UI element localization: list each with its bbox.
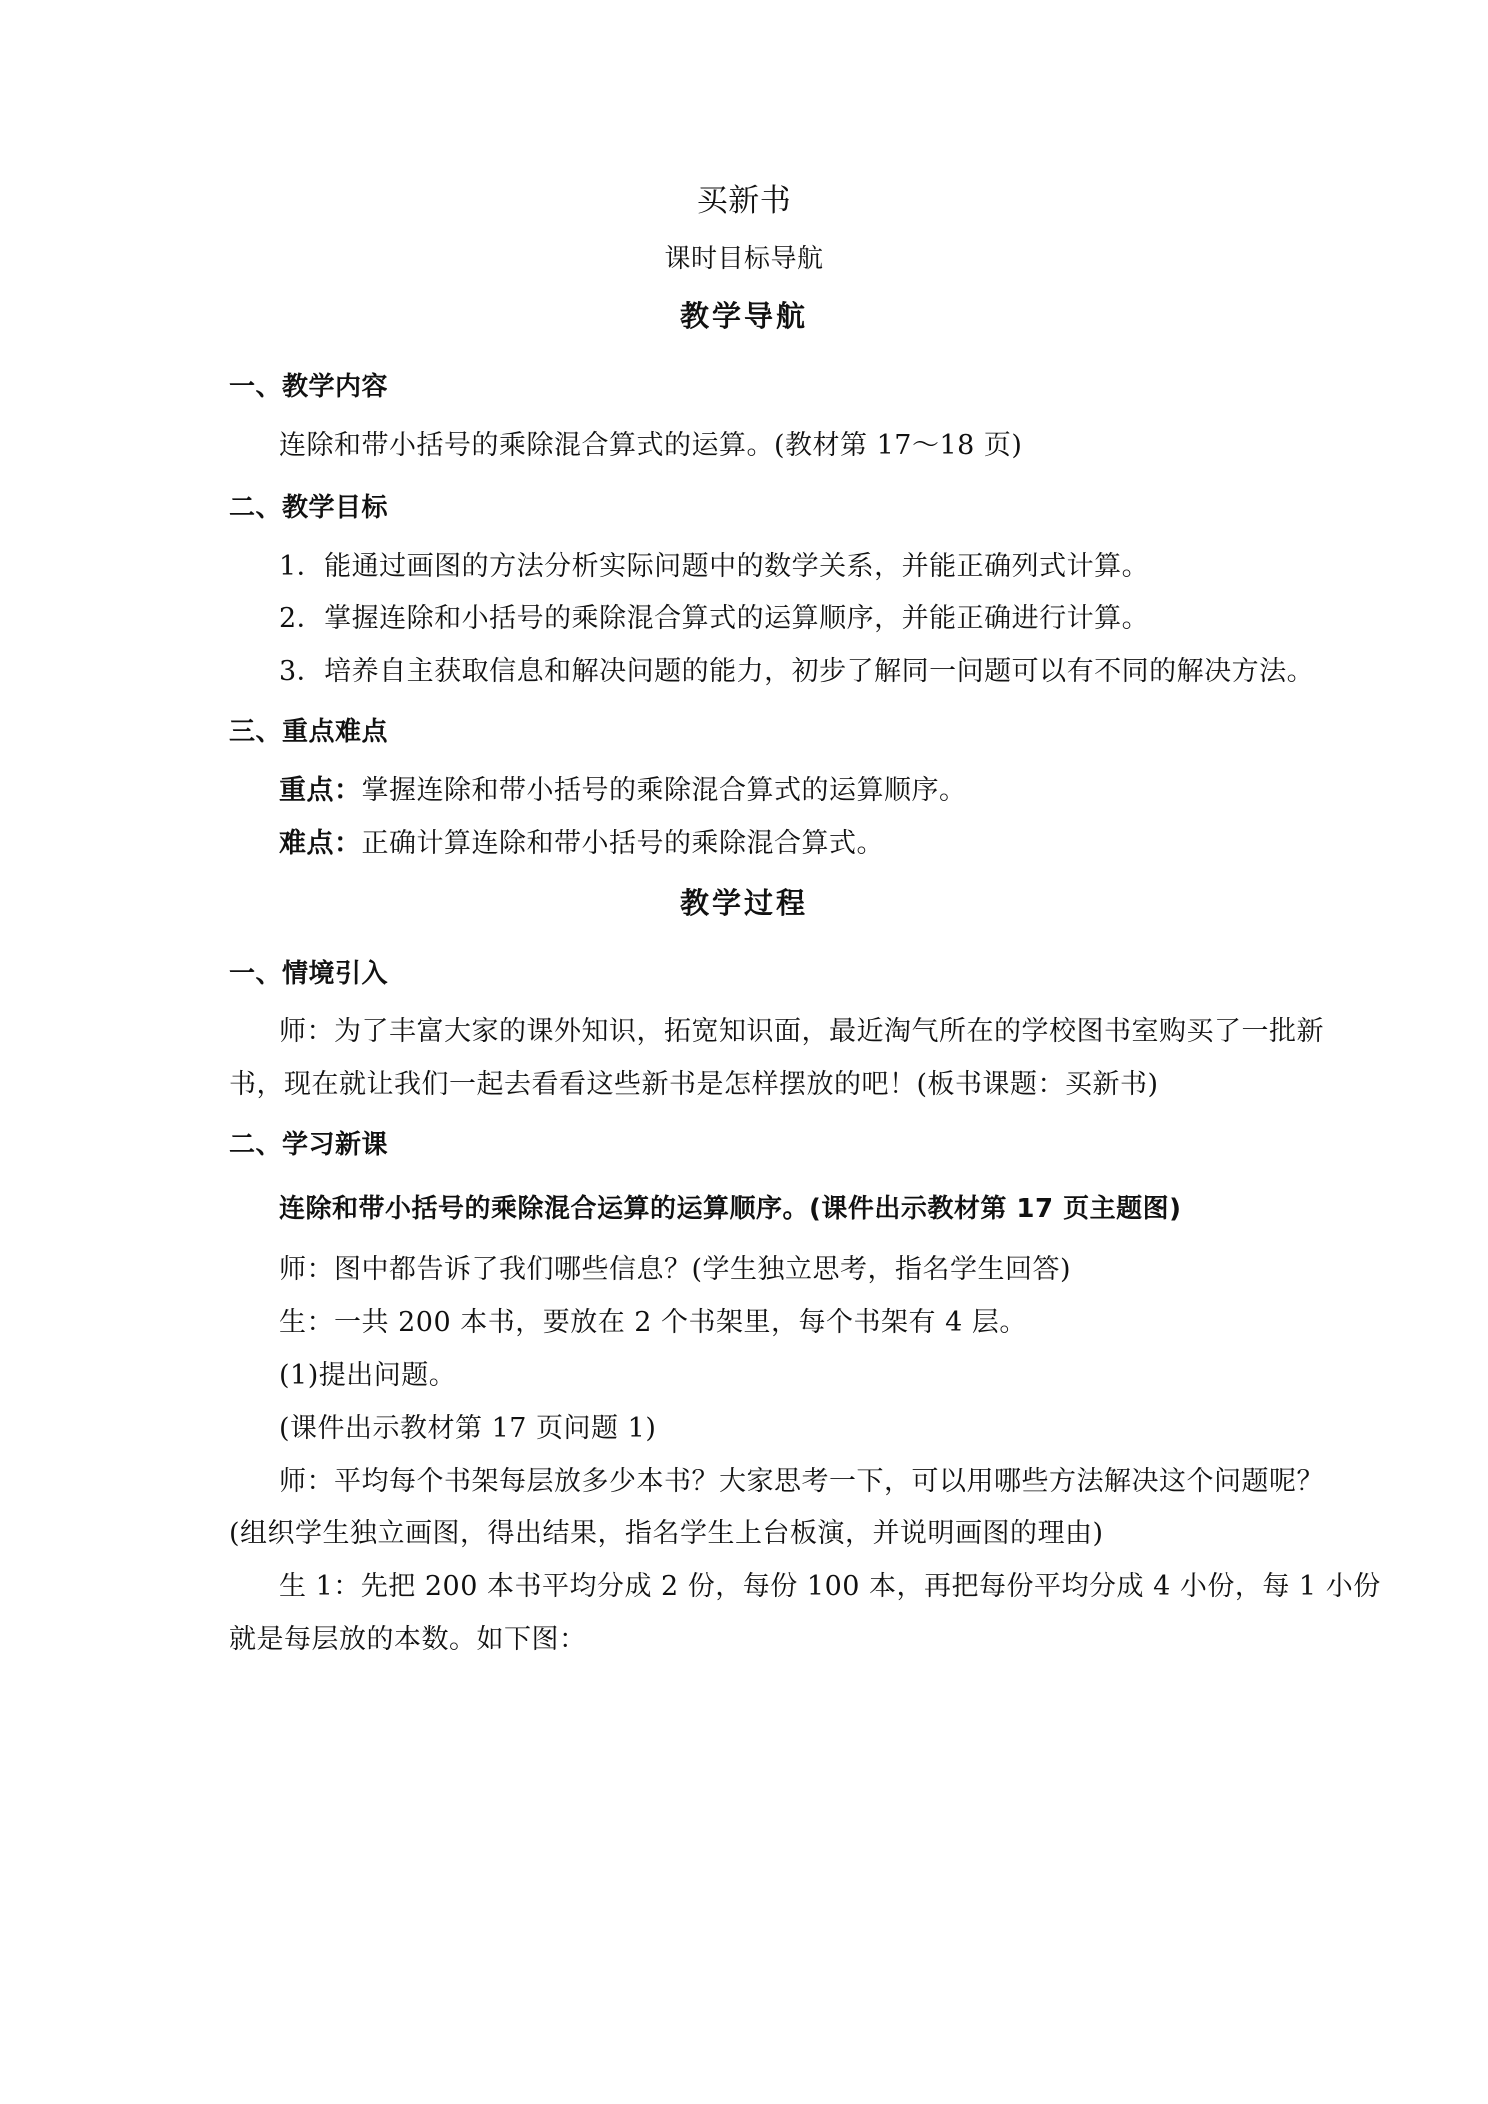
teacher-question-1: 师：图中都告诉了我们哪些信息？(学生独立思考，指名学生回答): [279, 1254, 1072, 1285]
student-answer-2-line-1: 生 1：先把 200 本书平均分成 2 份，每份 100 本，再把每份平均分成 4 小份，每 1 小份: [279, 1571, 1381, 1602]
key-point-label: 重点：: [279, 775, 362, 806]
heading-scenario-intro: 一、情境引入: [229, 959, 389, 989]
document-subtitle: 课时目标导航: [664, 244, 824, 274]
heading-teaching-goals: 二、教学目标: [229, 493, 389, 523]
teacher-question-2-line-2: (组织学生独立画图，得出结果，指名学生上台板演，并说明画图的理由): [229, 1518, 1104, 1549]
step-raise-question: (1)提出问题。: [279, 1360, 457, 1391]
goal-item-3: 3．培养自主获取信息和解决问题的能力，初步了解同一问题可以有不同的解决方法。: [279, 656, 1315, 687]
section-heading-teaching-process: 教学过程: [679, 886, 808, 920]
heading-key-points: 三、重点难点: [229, 717, 389, 747]
student-answer-1: 生：一共 200 本书，要放在 2 个书架里，每个书架有 4 层。: [279, 1307, 1027, 1338]
key-point: [279, 773, 967, 809]
goal-item-1: 1．能通过画图的方法分析实际问题中的数学关系，并能正确列式计算。: [279, 551, 1150, 582]
intro-paragraph-line-1: 师：为了丰富大家的课外知识，拓宽知识面，最近淘气所在的学校图书室购买了一批新: [279, 1016, 1324, 1047]
section-heading-teaching-guide: 教学导航: [679, 299, 808, 333]
new-lesson-lead: 连除和带小括号的乘除混合运算的运算顺序。(课件出示教材第 17 页主题图): [279, 1194, 1182, 1224]
heading-new-lesson: 二、学习新课: [229, 1130, 389, 1160]
heading-teaching-content: 一、教学内容: [229, 372, 389, 402]
difficult-point-text: 正确计算连除和带小括号的乘除混合算式。: [361, 828, 884, 859]
document-title: 买新书: [696, 183, 792, 219]
courseware-note: (课件出示教材第 17 页问题 1): [279, 1413, 657, 1444]
difficult-point: [279, 826, 884, 862]
paragraph-teaching-content: 连除和带小括号的乘除混合算式的运算。(教材第 17～18 页): [279, 430, 1023, 461]
key-point-text: 掌握连除和带小括号的乘除混合算式的运算顺序。: [361, 775, 967, 806]
teacher-question-2-line-1: 师：平均每个书架每层放多少本书？大家思考一下，可以用哪些方法解决这个问题呢？: [279, 1466, 1324, 1497]
difficult-point-label: 难点：: [279, 828, 362, 859]
goal-item-2: 2．掌握连除和小括号的乘除混合算式的运算顺序，并能正确进行计算。: [279, 603, 1150, 634]
student-answer-2-line-2: 就是每层放的本数。如下图：: [229, 1624, 587, 1655]
intro-paragraph-line-2: 书，现在就让我们一起去看看这些新书是怎样摆放的吧！(板书课题：买新书): [229, 1069, 1159, 1100]
